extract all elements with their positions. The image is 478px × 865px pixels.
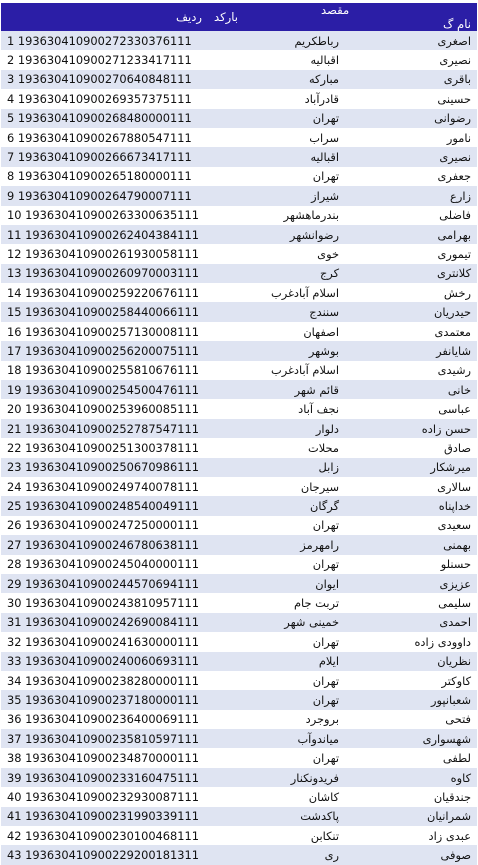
row-number-barcode: 15 193630410900258440066111 [1, 302, 208, 321]
row-number-barcode: 35 193630410900237180000111 [1, 690, 208, 709]
name-cell: سالاری [345, 477, 477, 496]
row-number-barcode: 1 193630410900272330376111 [1, 31, 208, 50]
name-cell: نصیری [345, 50, 477, 69]
destination-cell: ایوان [208, 574, 345, 593]
table-row[interactable] [1, 186, 477, 205]
name-cell: اصغری [345, 31, 477, 50]
row-number-barcode: 23 193630410900250670986111 [1, 458, 208, 477]
table-body [1, 31, 477, 865]
table-row[interactable] [1, 496, 477, 515]
header-barcode-label: بارکد [214, 10, 238, 24]
table-row[interactable] [1, 516, 477, 535]
destination-cell: کرج [208, 264, 345, 283]
name-cell: رخش [345, 283, 477, 302]
table-row[interactable] [1, 748, 477, 767]
table-row[interactable] [1, 535, 477, 554]
row-number-barcode: 41 193630410900231990339111 [1, 807, 208, 826]
table-row[interactable] [1, 399, 477, 418]
row-number-barcode: 3 193630410900270640848111 [1, 70, 208, 89]
destination-cell: زابل [208, 458, 345, 477]
destination-cell: تهران [208, 748, 345, 767]
table-row[interactable] [1, 147, 477, 166]
row-number-barcode: 12 193630410900261930058111 [1, 244, 208, 263]
destination-cell: ری [208, 845, 345, 864]
name-cell: معتمدی [345, 322, 477, 341]
row-number-barcode: 42 193630410900230100468111 [1, 826, 208, 845]
row-number-barcode: 28 193630410900245040000111 [1, 555, 208, 574]
table-row[interactable] [1, 787, 477, 806]
destination-cell: تربت جام [208, 593, 345, 612]
destination-cell: پاکدشت [208, 807, 345, 826]
destination-cell: اسلام آبادغرب [208, 361, 345, 380]
destination-cell: سراب [208, 128, 345, 147]
destination-cell: سیرجان [208, 477, 345, 496]
table-row[interactable] [1, 31, 477, 50]
destination-cell: اصفهان [208, 322, 345, 341]
table-row[interactable] [1, 225, 477, 244]
name-cell: جندقیان [345, 787, 477, 806]
name-cell: داوودی زاده [345, 632, 477, 651]
table-row[interactable] [1, 845, 477, 864]
name-cell: سلیمی [345, 593, 477, 612]
destination-cell: محلات [208, 438, 345, 457]
row-number-barcode: 26 193630410900247250000111 [1, 516, 208, 535]
row-number-barcode: 34 193630410900238280000111 [1, 671, 208, 690]
table-row[interactable] [1, 419, 477, 438]
name-cell: باقری [345, 70, 477, 89]
destination-cell: تهران [208, 690, 345, 709]
table-row[interactable] [1, 652, 477, 671]
row-number-barcode: 32 193630410900241630000111 [1, 632, 208, 651]
name-cell: حسینی [345, 89, 477, 108]
table-row[interactable] [1, 109, 477, 128]
destination-cell: قائم شهر [208, 380, 345, 399]
row-number-barcode: 18 193630410900255810676111 [1, 361, 208, 380]
destination-cell: تهران [208, 671, 345, 690]
table-row[interactable] [1, 613, 477, 632]
table-row[interactable] [1, 89, 477, 108]
table-row[interactable] [1, 341, 477, 360]
destination-cell: تهران [208, 555, 345, 574]
table-row[interactable] [1, 302, 477, 321]
table-header-row [1, 3, 477, 31]
row-number-barcode: 10 193630410900263300635111 [1, 206, 208, 225]
row-number-barcode: 11 193630410900262404384111 [1, 225, 208, 244]
destination-cell: دلوار [208, 419, 345, 438]
row-number-barcode: 40 193630410900232930087111 [1, 787, 208, 806]
destination-cell: مبارکه [208, 70, 345, 89]
row-number-barcode: 4 193630410900269357375111 [1, 89, 208, 108]
destination-cell: تهران [208, 632, 345, 651]
table-row[interactable] [1, 555, 477, 574]
name-cell: شعبانپور [345, 690, 477, 709]
destination-cell: فریدونکنار [208, 768, 345, 787]
name-cell: حسن زاده [345, 419, 477, 438]
table-row[interactable] [1, 826, 477, 845]
row-number-barcode: 31 193630410900242690084111 [1, 613, 208, 632]
name-cell: کاوکتر [345, 671, 477, 690]
destination-cell: بوشهر [208, 341, 345, 360]
name-cell: زارع [345, 186, 477, 205]
table-row[interactable] [1, 768, 477, 787]
name-cell: کلانتری [345, 264, 477, 283]
row-number-barcode: 20 193630410900253960085111 [1, 399, 208, 418]
name-cell: تیموری [345, 244, 477, 263]
row-number-barcode: 29 193630410900244570694111 [1, 574, 208, 593]
destination-cell: بندرماهشهر [208, 206, 345, 225]
table-row[interactable] [1, 380, 477, 399]
row-number-barcode: 6 193630410900267880547111 [1, 128, 208, 147]
row-number-barcode: 2 193630410900271233417111 [1, 50, 208, 69]
name-cell: رشیدی [345, 361, 477, 380]
table-row[interactable] [1, 361, 477, 380]
header-name-dest[interactable] [321, 3, 477, 31]
destination-cell: رامهرمز [208, 535, 345, 554]
name-cell: بهرامی [345, 225, 477, 244]
row-number-barcode: 43 193630410900229200181311 [1, 845, 208, 864]
destination-cell: اسلام آبادغرب [208, 283, 345, 302]
name-cell: شایانفر [345, 341, 477, 360]
name-cell: صوفی [345, 845, 477, 864]
table-row[interactable] [1, 807, 477, 826]
row-number-barcode: 8 193630410900265180000111 [1, 167, 208, 186]
destination-cell: تهران [208, 516, 345, 535]
destination-cell: نجف آباد [208, 399, 345, 418]
table-row[interactable] [1, 167, 477, 186]
table-row[interactable] [1, 458, 477, 477]
destination-cell: بروجرد [208, 710, 345, 729]
row-number-barcode: 33 193630410900240060693111 [1, 652, 208, 671]
name-cell: خداپناه [345, 496, 477, 515]
name-cell: سعیدی [345, 516, 477, 535]
destination-cell: سنندج [208, 302, 345, 321]
row-number-barcode: 24 193630410900249740078111 [1, 477, 208, 496]
name-cell: میرشکار [345, 458, 477, 477]
name-cell: صادق [345, 438, 477, 457]
table-row[interactable] [1, 690, 477, 709]
table-row[interactable] [1, 50, 477, 69]
row-number-barcode: 27 193630410900246780638111 [1, 535, 208, 554]
table-row[interactable] [1, 206, 477, 225]
name-cell: فاضلی [345, 206, 477, 225]
header-row-number[interactable] [1, 3, 208, 31]
destination-cell: اقبالیه [208, 50, 345, 69]
row-number-barcode: 16 193630410900257130008111 [1, 322, 208, 341]
row-number-barcode: 5 193630410900268480000111 [1, 109, 208, 128]
row-number-barcode: 39 193630410900233160475111 [1, 768, 208, 787]
header-destination-label: مقصد [321, 3, 350, 17]
name-cell: نصیری [345, 147, 477, 166]
name-cell: خانی [345, 380, 477, 399]
table-row[interactable] [1, 710, 477, 729]
name-cell: بهمنی [345, 535, 477, 554]
name-cell: شهسواری [345, 729, 477, 748]
destination-cell: رباطکریم [208, 31, 345, 50]
destination-cell: گرگان [208, 496, 345, 515]
name-cell: نامور [345, 128, 477, 147]
table-row[interactable] [1, 574, 477, 593]
row-number-barcode: 30 193630410900243810957111 [1, 593, 208, 612]
name-cell: عزیزی [345, 574, 477, 593]
table-row[interactable] [1, 477, 477, 496]
destination-cell: خوی [208, 244, 345, 263]
destination-cell: تنکابن [208, 826, 345, 845]
name-cell: فتحی [345, 710, 477, 729]
name-cell: شمرانیان [345, 807, 477, 826]
name-cell: نظریان [345, 652, 477, 671]
name-cell: عباسی [345, 399, 477, 418]
name-cell: عبدی زاد [345, 826, 477, 845]
table-row[interactable] [1, 438, 477, 457]
destination-cell: رضوانشهر [208, 225, 345, 244]
row-number-barcode: 21 193630410900252787547111 [1, 419, 208, 438]
destination-cell: قادرآباد [208, 89, 345, 108]
name-cell: حسنلو [345, 555, 477, 574]
table-row[interactable] [1, 70, 477, 89]
table-row[interactable] [1, 632, 477, 651]
table-row[interactable] [1, 593, 477, 612]
table-row[interactable] [1, 283, 477, 302]
table-row[interactable] [1, 729, 477, 748]
name-cell: جعفری [345, 167, 477, 186]
name-cell: احمدی [345, 613, 477, 632]
header-barcode: ردیف [176, 10, 202, 24]
row-number-barcode: 9 193630410900264790007111 [1, 186, 208, 205]
header-name-label: نام گ [443, 17, 471, 31]
row-number-barcode: 38 193630410900234870000111 [1, 748, 208, 767]
row-number-barcode: 19 193630410900254500476111 [1, 380, 208, 399]
row-number-barcode: 14 193630410900259220676111 [1, 283, 208, 302]
destination-cell: ایلام [208, 652, 345, 671]
name-cell: لطفی [345, 748, 477, 767]
destination-cell: خمینی شهر [208, 613, 345, 632]
destination-cell: کاشان [208, 787, 345, 806]
row-number-barcode: 37 193630410900235810597111 [1, 729, 208, 748]
row-number-barcode: 17 193630410900256200075111 [1, 341, 208, 360]
name-cell: کاوه [345, 768, 477, 787]
table-row[interactable] [1, 128, 477, 147]
shipment-table [1, 3, 477, 865]
destination-cell: تهران [208, 109, 345, 128]
row-number-barcode: 7 193630410900266673417111 [1, 147, 208, 166]
row-number-barcode: 13 193630410900260970003111 [1, 264, 208, 283]
destination-cell: میاندوآب [208, 729, 345, 748]
name-cell: حیدریان [345, 302, 477, 321]
row-number-barcode: 25 193630410900248540049111 [1, 496, 208, 515]
table-row[interactable] [1, 671, 477, 690]
table-row[interactable] [1, 322, 477, 341]
name-cell: رضوانی [345, 109, 477, 128]
table-row[interactable] [1, 244, 477, 263]
destination-cell: شیراز [208, 186, 345, 205]
row-number-barcode: 22 193630410900251300378111 [1, 438, 208, 457]
destination-cell: اقبالیه [208, 147, 345, 166]
table-row[interactable] [1, 264, 477, 283]
destination-cell: تهران [208, 167, 345, 186]
row-number-barcode: 36 193630410900236400069111 [1, 710, 208, 729]
